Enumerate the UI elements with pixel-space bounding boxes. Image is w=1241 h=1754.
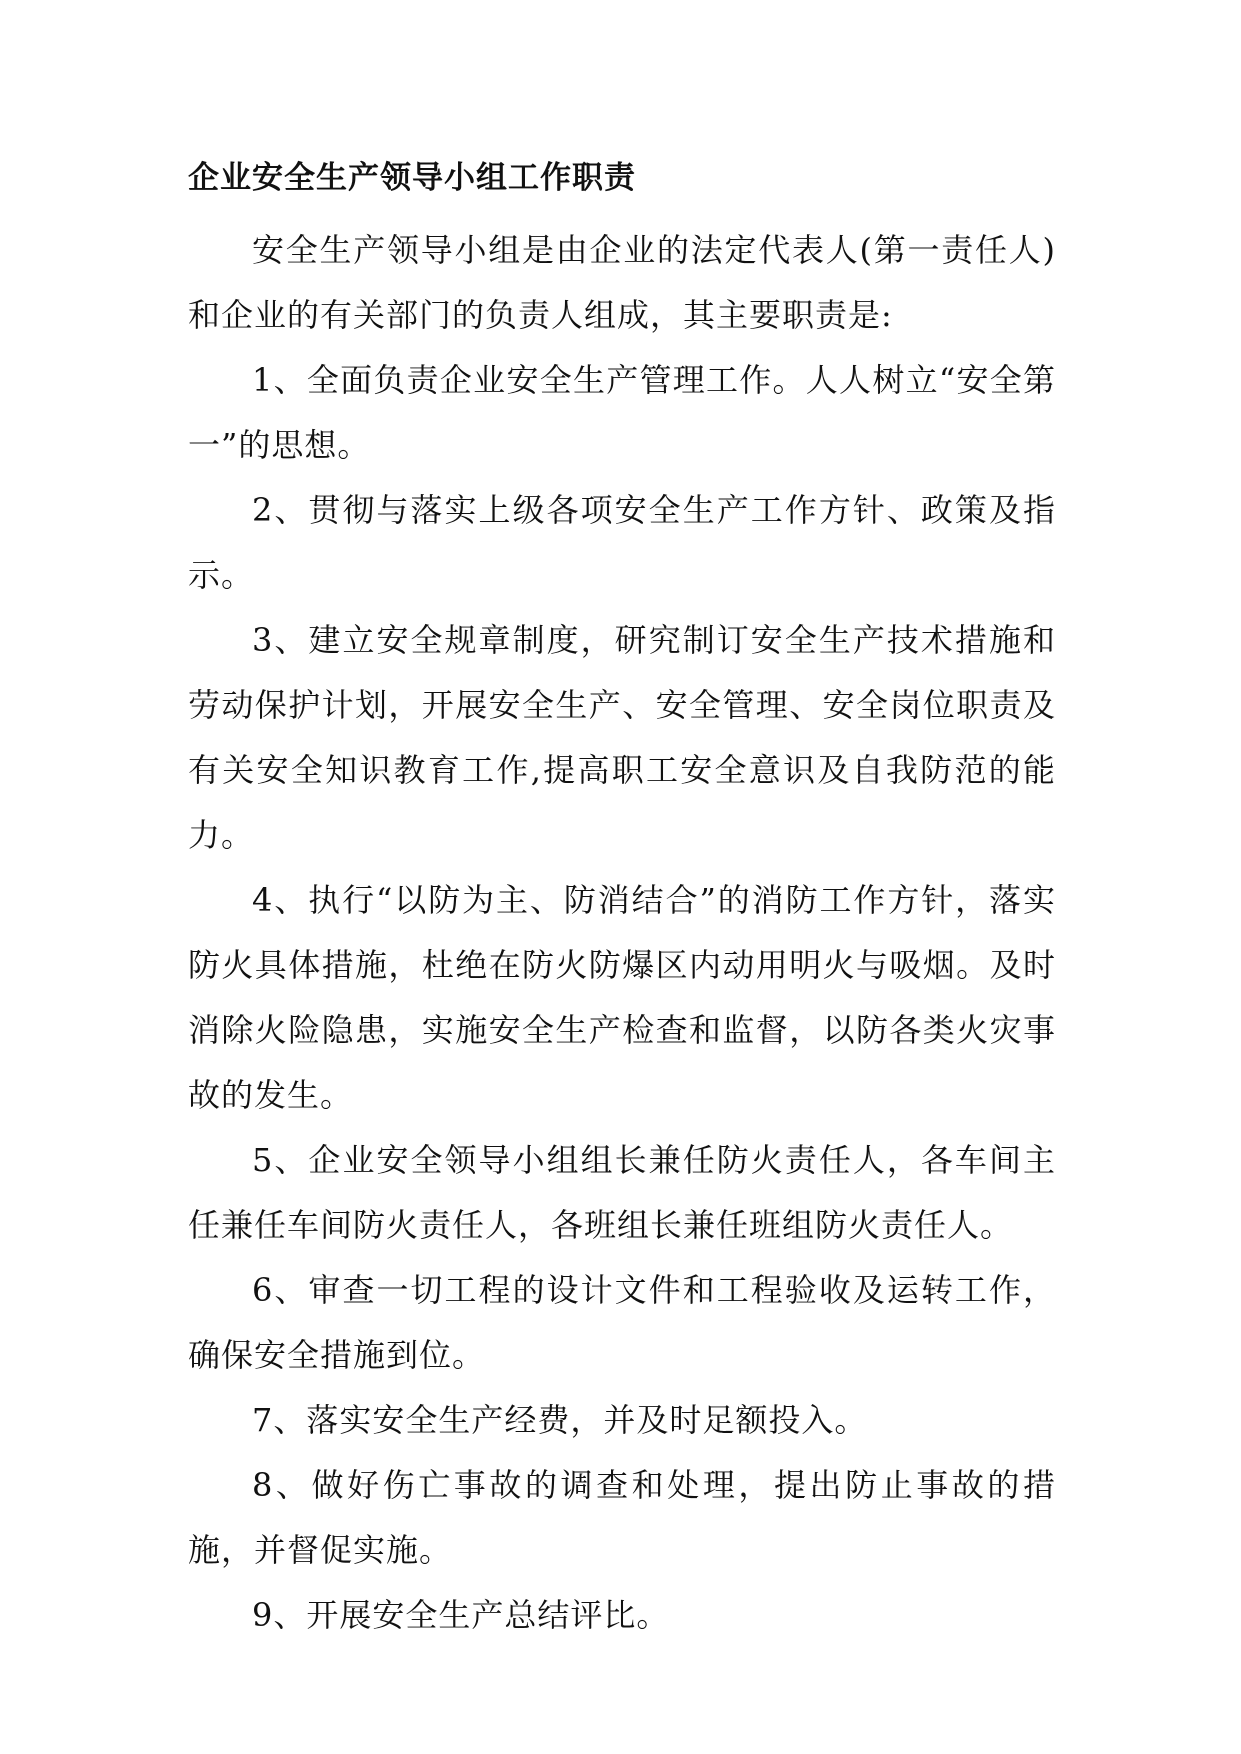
duty-item-7: 7、落实安全生产经费，并及时足额投入。 <box>252 1401 868 1439</box>
duty-item-6: 6、审查一切工程的设计文件和工程验收及运转工作，确保安全措施到位。 <box>188 1271 1056 1374</box>
duty-item-3: 3、建立安全规章制度，研究制订安全生产技术措施和劳动保护计划，开展安全生产、安全管理、安全岗位职责及有关安全知识教育工作,提高职工安全意识及自我防范的能力。 <box>188 621 1056 854</box>
duty-item-4: 4、执行“以防为主、防消结合”的消防工作方针，落实防火具体措施，杜绝在防火防爆区内动用明火与吸烟。及时消除火险隐患，实施安全生产检查和监督，以防各类火灾事故的发生。 <box>188 881 1056 1114</box>
duty-item-8: 8、做好伤亡事故的调查和处理，提出防止事故的措施，并督促实施。 <box>188 1466 1056 1569</box>
document-title: 企业安全生产领导小组工作职责 <box>188 160 636 196</box>
document-body <box>188 158 1056 1648</box>
duty-item-2: 2、贯彻与落实上级各项安全生产工作方针、政策及指示。 <box>188 491 1056 594</box>
duty-item-9: 9、开展安全生产总结评比。 <box>252 1596 670 1634</box>
intro-paragraph: 安全生产领导小组是由企业的法定代表人(第一责任人)和企业的有关部门的负责人组成，其主要职责是: <box>188 231 1056 334</box>
duty-item-1: 1、全面负责企业安全生产管理工作。人人树立“安全第一”的思想。 <box>188 361 1056 464</box>
duty-item-5: 5、企业安全领导小组组长兼任防火责任人，各车间主任兼任车间防火责任人，各班组长兼任班组防火责任人。 <box>188 1141 1056 1244</box>
